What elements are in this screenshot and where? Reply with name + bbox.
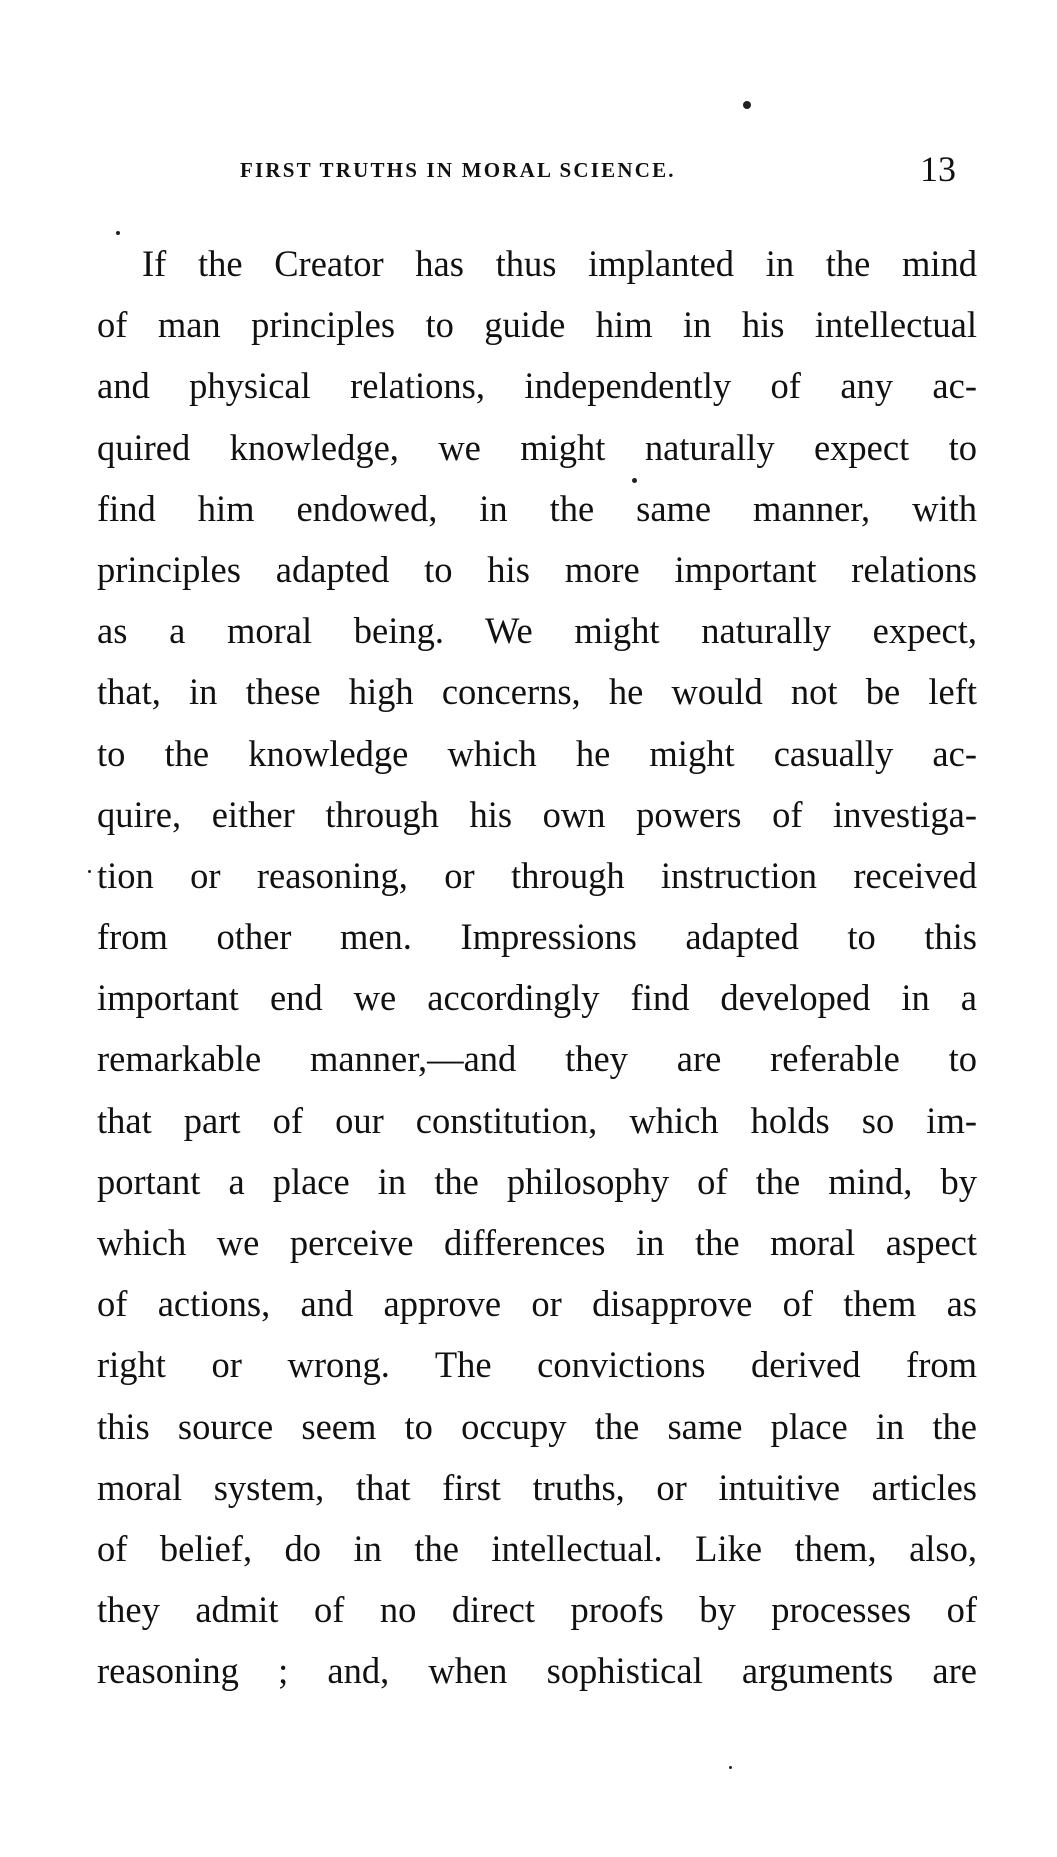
text-line: which we perceive differences in the moral aspect — [97, 1222, 977, 1263]
text-line: of man principles to guide him in his intellectual — [97, 304, 977, 346]
text-line: and physical relations, independently of any ac- — [97, 365, 977, 407]
text-line: tion or reasoning, or through instruction received — [97, 854, 977, 896]
text-line: to the knowledge which he might casually ac- — [97, 732, 977, 774]
text-line: If the Creator has thus implanted in the mind — [142, 243, 977, 284]
text-line: from other men. Impressions adapted to this — [97, 916, 977, 958]
text-line: right or wrong. The convictions derived from — [97, 1344, 977, 1386]
text-line: find him endowed, in the same manner, with — [97, 487, 977, 529]
text-line: they admit of no direct proofs by processes of — [97, 1589, 977, 1631]
text-line: that, in these high concerns, he would not be left — [97, 671, 977, 713]
ink-speck — [743, 101, 751, 109]
text-line: quire, either through his own powers of investiga- — [97, 793, 977, 835]
ink-speck — [88, 870, 91, 873]
text-line: reasoning ; and, when sophistical arguments are — [97, 1650, 977, 1692]
text-line: quired knowledge, we might naturally expect to — [97, 426, 977, 468]
ink-speck — [729, 1766, 732, 1769]
running-head — [0, 149, 1057, 192]
text-line: moral system, that first truths, or intuitive articles — [97, 1466, 977, 1508]
body-text — [97, 233, 977, 1702]
page-number: 13 — [920, 149, 956, 189]
text-line: that part of our constitution, which holds so im- — [97, 1099, 977, 1141]
text-line: of belief, do in the intellectual. Like them, also, — [97, 1527, 977, 1569]
text-line: principles adapted to his more important relations — [97, 548, 977, 590]
text-line: important end we accordingly find developed in a — [97, 977, 977, 1019]
text-line: this source seem to occupy the same place in the — [97, 1405, 977, 1447]
text-line: portant a place in the philosophy of the mind, by — [97, 1160, 977, 1202]
text-line: remarkable manner,—and they are referable to — [97, 1038, 977, 1080]
text-line: of actions, and approve or disapprove of them as — [97, 1283, 977, 1325]
text-line: as a moral being. We might naturally expect, — [97, 610, 977, 652]
running-title: FIRST TRUTHS IN MORAL SCIENCE. — [240, 158, 676, 182]
